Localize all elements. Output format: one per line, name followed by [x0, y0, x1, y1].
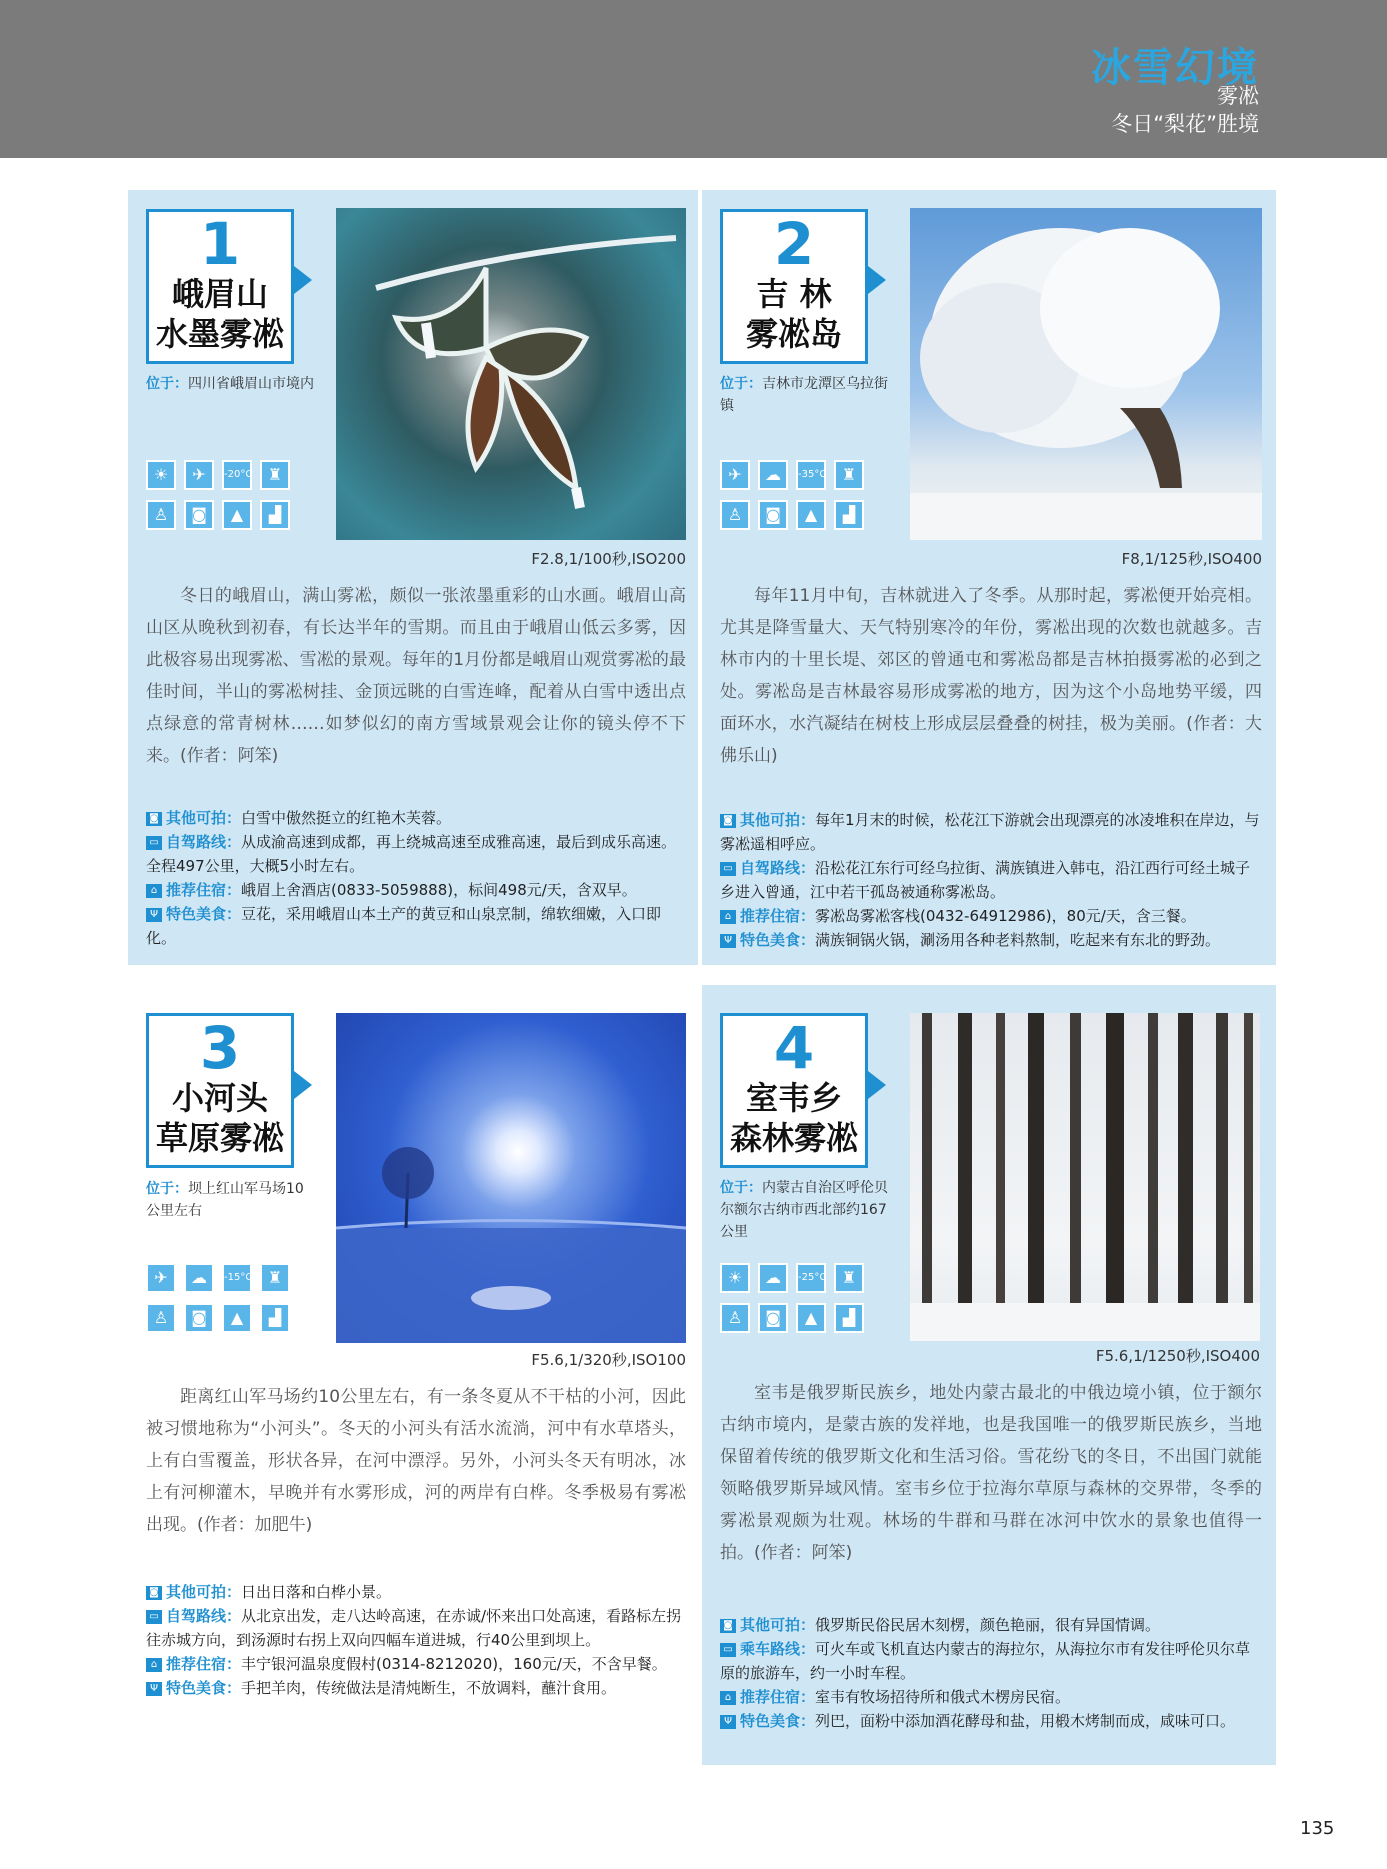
tripod-icon: ▲ — [222, 1303, 252, 1333]
spot-photo — [910, 1013, 1260, 1341]
location: 位于：坝上红山军马场10公里左右 — [146, 1181, 304, 1219]
camera-icon: ◙ — [720, 814, 736, 828]
feature-icons — [146, 460, 306, 540]
people-icon: ♙ — [146, 1303, 176, 1333]
section-tagline: 冬日“梨花”胜境 — [1111, 112, 1259, 136]
bird-icon: ✈ — [184, 460, 214, 490]
tripod-icon: ▲ — [796, 1303, 826, 1333]
person-icon: ♙ — [146, 500, 176, 530]
spot-name-line2: 雾凇岛 — [745, 315, 842, 353]
badge-arrow-icon — [294, 1071, 312, 1099]
section-title: 冰雪幻境 — [1091, 45, 1259, 91]
spot-name-line1: 峨眉山 — [171, 275, 268, 313]
bus-icon: ▭ — [720, 862, 736, 876]
fork-knife-icon: Ψ — [146, 1682, 162, 1696]
photo-exif: F5.6,1/1250秒,ISO400 — [1095, 1347, 1260, 1365]
spot-description: 室韦是俄罗斯民族乡，地处内蒙古最北的中俄边境小镇，位于额尔古纳市境内，是蒙古族的发祥地，也是我国唯一的俄罗斯民族乡，当地保留着传统的俄罗斯文化和生活习俗。雪花纷飞的冬日，不出国门就能领略俄罗斯异域风情。室韦乡位于拉海尔草原与森林的交界带，冬季的雾凇景观颇为壮观。林场的牛群和马群在冰河中饮水的景象也值得一拍。(作者：阿笨) — [720, 1383, 1262, 1563]
feature-icons — [720, 460, 880, 540]
spot-description: 冬日的峨眉山，满山雾凇，颇似一张浓墨重彩的山水画。峨眉山高山区从晚秋到初春，有长达半年的雪期。而且由于峨眉山低云多雾，因此极容易出现雾凇、雪凇的景观。每年的1月份都是峨眉山观赏雾凇的最佳时间，半山的雾凇树挂、金顶远眺的白雪连峰，配着从白雪中透出点点绿意的常青树林……如梦似幻的南方雪域景观会让你的镜头停不下来。(作者：阿笨) — [146, 586, 686, 766]
info-row: ◙ 其他可拍：每年1月末的时候，松花江下游就会出现漂亮的冰凌堆积在岸边，与雾凇遥相呼应。 — [720, 811, 1260, 853]
spot-photo — [336, 1013, 686, 1343]
feature-icons — [720, 1263, 880, 1343]
spot-number-badge — [720, 209, 868, 364]
info-row: ◙ 其他可拍：白雪中傲然挺立的红艳木芙蓉。 — [146, 806, 686, 830]
spot-4-panel — [702, 985, 1276, 1765]
spot-number: 2 — [773, 210, 815, 278]
info-row: ▭ 自驾路线：沿松花江东行可经乌拉街、满族镇进入韩屯，沿江西行可经土城子乡进入曾通，江中若干孤岛被通称雾凇岛。 — [720, 859, 1251, 901]
clothes-icon: ♜ — [260, 460, 290, 490]
house-icon: ⌂ — [146, 884, 162, 898]
feature-icons — [146, 1263, 306, 1343]
travel-info — [720, 808, 1262, 952]
page-header — [0, 0, 1387, 158]
location: 位于：内蒙古自治区呼伦贝尔额尔古纳市西北部约167公里 — [720, 1180, 888, 1240]
cloud-icon: ☁ — [758, 460, 788, 490]
spot-description: 每年11月中旬，吉林就进入了冬季。从那时起，雾凇便开始亮相。尤其是降雪量大、天气特别寒冷的年份，雾凇出现的次数也就越多。吉林市内的十里长堤、郊区的曾通屯和雾凇岛都是吉林拍摄雾凇的必到之处。雾凇岛是吉林最容易形成雾凇的地方，因为这个小岛地势平缓，四面环水，水汽凝结在树枝上形成层层叠叠的树挂，极为美丽。(作者：大佛乐山) — [720, 586, 1262, 766]
boot-icon: ▟ — [260, 1303, 290, 1333]
spot-number: 1 — [199, 210, 241, 278]
spot-number-badge — [720, 1013, 868, 1168]
spot-name-line2: 森林雾凇 — [729, 1119, 858, 1157]
clothes-icon: ♜ — [260, 1263, 290, 1293]
info-row: ▭ 自驾路线：从成渝高速到成都，再上绕城高速至成雅高速，最后到成乐高速。全程497公里，大概5小时左右。 — [146, 833, 677, 875]
clothes-icon: ♜ — [834, 460, 864, 490]
sun-icon: ☀ — [146, 460, 176, 490]
travel-info — [146, 1580, 686, 1700]
spot-name-line1: 吉 林 — [756, 275, 832, 313]
tripod-icon: ▲ — [796, 500, 826, 530]
thermometer-icon: -15°C — [222, 1263, 252, 1293]
clothes-icon: ♜ — [834, 1263, 864, 1293]
spot-photo — [336, 208, 686, 540]
bus-icon: ▭ — [146, 836, 162, 850]
info-row: ⌂ 推荐住宿：雾凇岛雾凇客栈(0432-64912986)，80元/天，含三餐。 — [720, 904, 1262, 928]
bus-icon: ▭ — [720, 1643, 736, 1657]
photo-exif: F2.8,1/100秒,ISO200 — [531, 550, 686, 568]
bird-icon: ✈ — [146, 1263, 176, 1293]
camera-icon: ◙ — [758, 1303, 788, 1333]
info-row: ⌂ 推荐住宿：峨眉上舍酒店(0833-5059888)，标间498元/天，含双早。 — [146, 878, 686, 902]
camera-icon: ◙ — [146, 1586, 162, 1600]
info-row: ▭ 乘车路线：可火车或飞机直达内蒙古的海拉尔，从海拉尔市有发往呼伦贝尔草原的旅游车，约一小时车程。 — [720, 1640, 1251, 1682]
spot-2-panel — [702, 190, 1276, 965]
bird-icon: ✈ — [720, 460, 750, 490]
location: 位于：四川省峨眉山市境内 — [146, 376, 314, 392]
badge-arrow-icon — [868, 266, 886, 294]
house-icon: ⌂ — [720, 1691, 736, 1705]
info-row: Ψ 特色美食：手把羊肉，传统做法是清炖断生，不放调料，蘸汁食用。 — [146, 1676, 686, 1700]
camera-icon: ◙ — [146, 812, 162, 826]
boot-icon: ▟ — [260, 500, 290, 530]
tripod-icon: ▲ — [222, 500, 252, 530]
page-number: 135 — [1300, 1818, 1335, 1839]
fork-knife-icon: Ψ — [146, 908, 162, 922]
spot-number: 3 — [199, 1014, 241, 1082]
camera-icon: ◙ — [720, 1619, 736, 1633]
fork-knife-icon: Ψ — [720, 1715, 736, 1729]
spot-number-badge — [146, 1013, 294, 1168]
cloud-icon: ☁ — [184, 1263, 214, 1293]
info-row: ⌂ 推荐住宿：室韦有牧场招待所和俄式木楞房民宿。 — [720, 1685, 1262, 1709]
travel-info — [146, 806, 686, 950]
spot-description: 距离红山军马场约10公里左右，有一条冬夏从不干枯的小河，因此被习惯地称为“小河头”。冬天的小河头有活水流淌，河中有水草塔头，上有白雪覆盖，形状各异，在河中漂浮。另外，小河头冬天有明冰，冰上有河柳灌木，早晚并有水雾形成，河的两岸有白桦。冬季极易有雾凇出现。(作者：加肥牛) — [146, 1387, 686, 1535]
spot-name-line2: 水墨雾凇 — [155, 315, 284, 353]
photo-exif: F5.6,1/320秒,ISO100 — [531, 1351, 686, 1369]
boot-icon: ▟ — [834, 1303, 864, 1333]
camera-icon: ◙ — [184, 500, 214, 530]
spot-name-line2: 草原雾凇 — [155, 1119, 284, 1157]
camera-icon: ◙ — [184, 1303, 214, 1333]
sun-icon: ☀ — [720, 1263, 750, 1293]
thermometer-icon: -25°C — [796, 1263, 826, 1293]
thermometer-icon: -35°C — [796, 460, 826, 490]
spot-number-badge — [146, 209, 294, 364]
info-row: Ψ 特色美食：豆花，采用峨眉山本土产的黄豆和山泉烹制，绵软细嫩，入口即化。 — [146, 905, 662, 947]
spot-name-line1: 小河头 — [171, 1079, 268, 1117]
people-icon: ♙ — [720, 1303, 750, 1333]
people-icon: ♙ — [720, 500, 750, 530]
boot-icon: ▟ — [834, 500, 864, 530]
section-subtitle: 雾凇 — [1217, 84, 1259, 108]
info-row: ⌂ 推荐住宿：丰宁银河温泉度假村(0314-8212020)，160元/天，不含早餐。 — [146, 1652, 686, 1676]
house-icon: ⌂ — [720, 910, 736, 924]
spot-name-line1: 室韦乡 — [745, 1079, 842, 1117]
badge-arrow-icon — [294, 266, 312, 294]
bus-icon: ▭ — [146, 1610, 162, 1624]
thermometer-icon: -20°C — [222, 460, 252, 490]
fork-knife-icon: Ψ — [720, 934, 736, 948]
travel-info — [720, 1613, 1262, 1733]
spot-number: 4 — [773, 1014, 815, 1082]
house-icon: ⌂ — [146, 1658, 162, 1672]
spot-photo — [910, 208, 1262, 540]
photo-exif: F8,1/125秒,ISO400 — [1121, 550, 1262, 568]
info-row: Ψ 特色美食：列巴，面粉中添加酒花酵母和盐，用椴木烤制而成，咸味可口。 — [720, 1709, 1262, 1733]
info-row: ◙ 其他可拍：俄罗斯民俗民居木刻楞，颜色艳丽，很有异国情调。 — [720, 1613, 1262, 1637]
spot-1-panel — [128, 190, 698, 965]
camera-icon: ◙ — [758, 500, 788, 530]
info-row: ◙ 其他可拍：日出日落和白桦小景。 — [146, 1580, 686, 1604]
info-row: ▭ 自驾路线：从北京出发，走八达岭高速，在赤诚/怀来出口处高速，看路标左拐往赤城方向，到汤源时右拐上双向四幅车道进城，行40公里到坝上。 — [146, 1607, 682, 1649]
cloud-icon: ☁ — [758, 1263, 788, 1293]
location: 位于：吉林市龙潭区乌拉街镇 — [720, 376, 888, 414]
info-row: Ψ 特色美食：满族铜锅火锅，涮汤用各种老料熬制，吃起来有东北的野劲。 — [720, 928, 1262, 952]
spot-3-panel — [128, 995, 698, 1765]
badge-arrow-icon — [868, 1071, 886, 1099]
